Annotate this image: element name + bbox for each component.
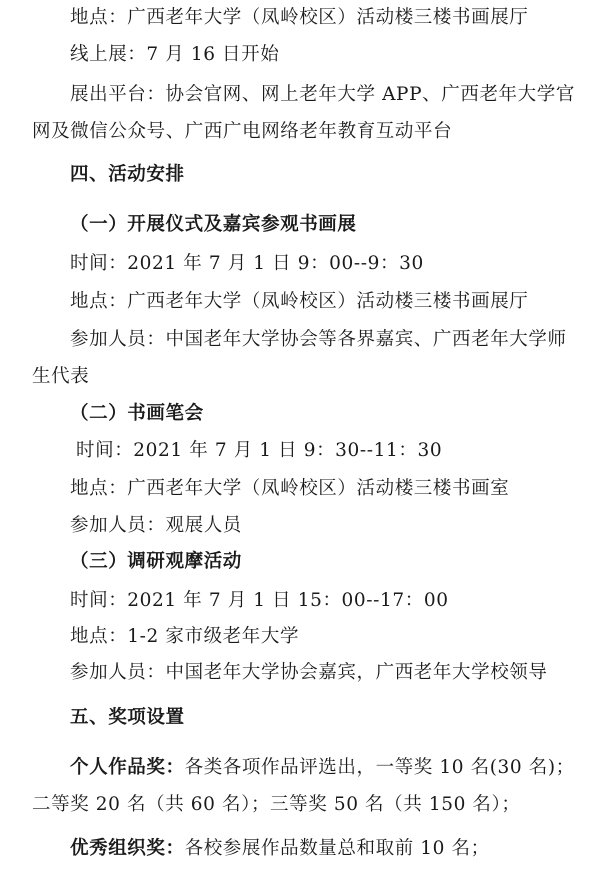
online-exhibit-line: 线上展：7 月 16 日开始 — [70, 44, 280, 65]
venue-line-opening: 地点：广西老年大学（凤岭校区）活动楼三楼书画展厅 — [70, 291, 529, 312]
org-award-text: 各校参展作品数量总和取前 10 名； — [184, 838, 490, 859]
participants-line-research: 参加人员：中国老年大学协会嘉宾，广西老年大学校领导 — [70, 662, 548, 683]
time-line-calligraphy: 时间：2021 年 7 月 1 日 9：30--11：30 — [76, 440, 443, 461]
section-heading-awards: 五、奖项设置 — [70, 707, 185, 728]
venue-line-research: 地点：1-2 家市级老年大学 — [70, 626, 300, 647]
participants-line-opening: 参加人员：中国老年大学协会等各界嘉宾、广西老年大学师 — [70, 329, 567, 350]
org-award-label: 优秀组织奖： — [70, 838, 185, 859]
individual-award-label: 个人作品奖： — [70, 757, 185, 778]
section-heading-schedule: 四、活动安排 — [70, 164, 185, 185]
platform-line-cont: 网及微信公众号、广西广电网络老年教育互动平台 — [32, 121, 453, 142]
subheading-calligraphy: （二）书画笔会 — [70, 403, 204, 424]
time-line-opening: 时间：2021 年 7 月 1 日 9：00--9：30 — [70, 253, 424, 274]
org-award-line — [70, 837, 490, 861]
participants-line-opening-cont: 生代表 — [32, 366, 90, 387]
participants-line-calligraphy: 参加人员：观展人员 — [70, 515, 242, 536]
platform-line: 展出平台：协会官网、网上老年大学 APP、广西老年大学官 — [70, 84, 575, 105]
individual-award-line-cont: 二等奖 20 名（共 60 名）；三等奖 50 名（共 150 名）； — [32, 794, 521, 815]
venue-line-exhibit: 地点：广西老年大学（凤岭校区）活动楼三楼书画展厅 — [70, 7, 529, 28]
individual-award-line — [70, 756, 575, 780]
time-line-research: 时间：2021 年 7 月 1 日 15：00--17：00 — [70, 590, 449, 611]
subheading-research: （三）调研观摩活动 — [70, 551, 242, 572]
subheading-opening: （一）开展仪式及嘉宾参观书画展 — [70, 214, 357, 235]
individual-award-text: 各类各项作品评选出，一等奖 10 名(30 名)； — [184, 757, 575, 778]
venue-line-calligraphy: 地点：广西老年大学（凤岭校区）活动楼三楼书画室 — [70, 478, 510, 499]
